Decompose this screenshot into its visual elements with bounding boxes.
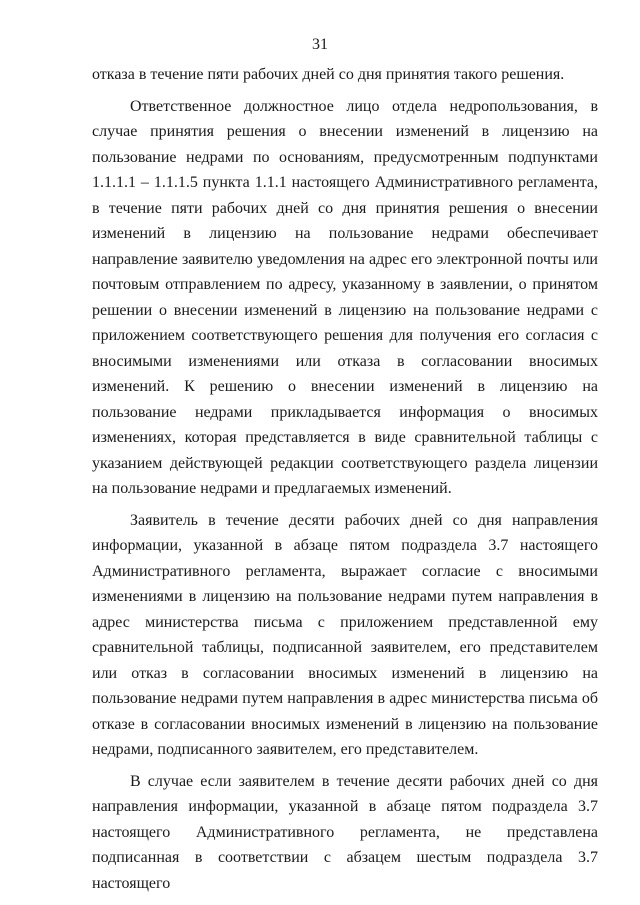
paragraph-continuation: отказа в течение пяти рабочих дней со дня принятия такого решения. [92,66,565,83]
paragraph: Заявитель в течение десяти рабочих дней со дня направления информации, указанной в абзаце пятом подраздела 3.7 настоящего Административного регламента, выражает согласие с вносимыми изменениями в лицензию на пользование недрами путем направления в адрес министерства письма с приложением представленной ему сравнительной таблицы, подписанной заявителем, его представителем или отказ в согласовании вносимых изменений в лицензию на пользование недрами путем направления в адрес министерства письма об отказе в согласовании вносимых изменений в лицензию на пользование недрами, подписанного заявителем, его представителем. [92,511,598,758]
paragraph: Ответственное должностное лицо отдела недропользования, в случае принятия решения о внесении изменений в лицензию на пользование недрами по основаниям, предусмотренным подпунктами 1.1.1.1 – 1.1.1.5 пункта 1.1.1 настоящего Административного регламента, в течение пяти рабочих дней со дня принятия решения о внесении изменений в лицензию на пользование недрами обеспечивает направление заявителю уведомления на адрес его электронной почты или почтовым отправлением по адресу, указанному в заявлении, о принятом решении о внесении изменений в лицензию на пользование недрами с приложением соответствующего решения для получения его согласия с вносимыми изменениями или отказа в согласовании вносимых изменений. К решению о внесении изменений в лицензию на пользование недрами прикладывается информация о вносимых изменениях, которая представляется в виде сравнительной таблицы с указанием действующей редакции соответствующего раздела лицензии на пользование недрами и предлагаемых изменений. [92,97,598,497]
page-number: 31 [312,36,328,53]
paragraph: В случае если заявителем в течение десяти рабочих дней со дня направления информации, указанной в абзаце пятом подраздела 3.7 настоящего Административного регламента, не представлена подписанная в соответствии с абзацем шестым подраздела 3.7 настоящего [92,772,598,892]
document-body [92,62,598,896]
